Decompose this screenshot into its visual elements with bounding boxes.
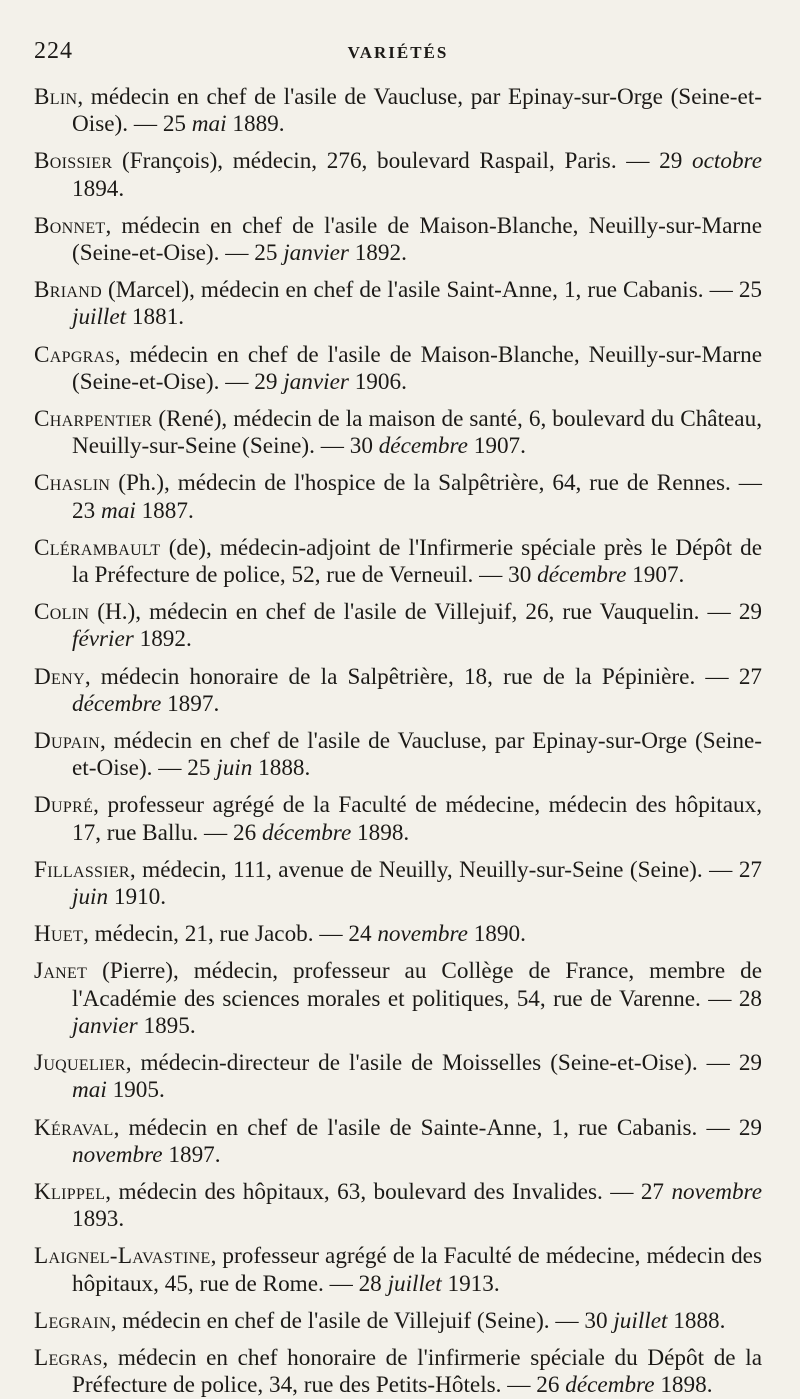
member-details: , médecin, 111, avenue de Neuilly, Neuilly-sur-Seine (Seine). — [129,856,739,883]
list-item [34,728,762,782]
member-details: , médecin, 21, rue Jacob. — [83,921,349,948]
entry-date-month: janvier [283,240,349,267]
entry-date-year: 1881. [131,304,185,331]
entry-date-month: novembre [72,1141,163,1168]
entry-date-month: mai [100,497,136,524]
list-item [34,277,762,331]
member-details: , médecin en chef de l'asile de Vaucluse, par Epinay-sur-Orge (Seine-et-Oise). — [72,84,762,138]
entry-date-year: 1890. [473,921,526,948]
list-item [34,792,762,846]
entry-date-year: 1895. [143,1012,196,1039]
entry-date-day: 25 [738,277,762,304]
list-item [34,857,762,911]
list-item [34,921,762,948]
list-item [34,599,762,653]
member-name: Dupain [34,728,100,755]
list-item [34,1050,762,1104]
list-item [34,1179,762,1233]
member-name: Boissier [34,148,113,175]
entry-date-month: décembre [261,819,352,846]
member-name: Kéraval [34,1114,114,1141]
entry-date-year: 1910. [113,884,167,911]
member-name: Huet [34,921,84,948]
entry-date-year: 1898. [357,819,410,846]
list-item [34,342,762,396]
member-name: Charpentier [34,406,153,433]
list-item [34,84,762,138]
member-details: , médecin-directeur de l'asile de Moisselles (Seine-et-Oise). — [125,1050,739,1077]
member-details: (de), médecin-adjoint de l'Infirmerie spéciale près le Dépôt de la Préfecture de police, 52, rue de Verneuil. — [72,534,762,589]
list-item [34,664,762,718]
entry-date-day: 30 [508,562,532,589]
member-details: (Marcel), médecin en chef de l'asile Saint-Anne, 1, rue Cabanis. — [101,277,739,304]
member-name: Klippel [34,1178,106,1205]
member-details: , professeur agrégé de la Faculté de médecine, médecin des hôpitaux, 45, rue de Rome. — [72,1243,762,1297]
member-details: , médecin en chef de l'asile de Maison-Blanche, Neuilly-sur-Marne (Seine-et-Oise). — [72,212,762,267]
member-details: (H.), médecin en chef de l'asile de Villejuif, 26, rue Vauquelin. — [89,599,739,626]
entry-date-year: 1893. [72,1206,125,1233]
entry-date-day: 29 [738,1050,762,1077]
entry-date-day: 24 [348,921,372,948]
entry-date-month: janvier [283,368,349,395]
member-details: (Pierre), médecin, professeur au Collège de France, membre de l'Académie des sciences morales et politiques, 54, rue de Varenne. — [72,958,762,1012]
entry-date-day: 23 [72,497,96,524]
member-name: Legras [34,1344,103,1371]
list-item [34,1345,762,1399]
entry-date-year: 1892. [354,240,407,267]
entry-date-year: 1888. [673,1307,726,1334]
entry-date-month: novembre [377,921,468,948]
entry-date-month: mai [191,111,227,138]
member-name: Dupré [34,792,94,819]
entry-date-month: mai [72,1077,107,1104]
member-details: , médecin en chef honoraire de l'infirmerie spéciale du Dépôt de la Préfecture de police, 34, rue des Petits-Hôtels. — [72,1344,762,1399]
entry-date-year: 1907. [632,562,685,589]
list-item [34,535,762,589]
entry-date-month: janvier [72,1012,138,1039]
member-name: Juquelier [34,1050,126,1077]
entry-date-month: juillet [72,304,127,331]
member-details: , médecin honoraire de la Salpêtrière, 18, rue de la Pépinière. — [84,663,739,690]
entry-date-month: juillet [387,1270,442,1297]
entry-date-month: décembre [537,562,627,589]
member-name: Deny [34,663,85,690]
member-list [34,84,762,1399]
member-details: , médecin en chef de l'asile de Sainte-Anne, 1, rue Cabanis. — [113,1114,739,1141]
list-item [34,213,762,267]
entry-date-day: 29 [254,368,278,395]
entry-date-day: 25 [254,240,278,267]
entry-date-year: 1894. [72,175,125,202]
entry-date-day: 29 [738,1114,762,1141]
entry-date-day: 27 [738,663,762,690]
list-item [34,470,762,524]
entry-date-month: juin [216,755,253,782]
member-details: , médecin en chef de l'asile de Maison-Blanche, Neuilly-sur-Marne (Seine-et-Oise). — [72,341,762,395]
entry-date-year: 1889. [232,111,285,138]
entry-date-month: juillet [613,1307,668,1334]
member-name: Capgras [34,341,115,368]
entry-date-day: 30 [349,433,373,460]
entry-date-day: 28 [738,985,762,1012]
member-details: , professeur agrégé de la Faculté de médecine, médecin des hôpitaux, 17, rue Ballu. — [72,792,762,846]
list-item [34,406,762,460]
entry-date-year: 1897. [167,690,220,717]
member-details: (Ph.), médecin de l'hospice de la Salpêtrière, 64, rue de Rennes. — [110,470,762,497]
entry-date-year: 1913. [447,1270,500,1297]
entry-date-year: 1888. [258,755,311,782]
entry-date-year: 1892. [139,626,192,653]
list-item [34,1115,762,1169]
entry-date-year: 1905. [112,1077,165,1104]
entry-date-month: décembre [72,690,162,717]
member-name: Colin [34,599,90,626]
entry-date-day: 30 [584,1307,608,1334]
entry-date-year: 1906. [354,368,407,395]
page-number: 224 [34,38,73,64]
entry-date-day: 29 [738,599,762,626]
member-name: Janet [34,958,88,985]
entry-date-year: 1897. [168,1141,221,1168]
entry-date-day: 27 [640,1178,665,1205]
member-name: Fillassier [34,856,130,883]
entry-date-month: décembre [565,1372,655,1399]
entry-date-month: février [72,626,134,653]
member-details: (René), médecin de la maison de santé, 6, boulevard du Château, Neuilly-sur-Seine (Seine). — [72,406,762,460]
entry-date-day: 25 [187,755,211,782]
list-item [34,1243,762,1297]
entry-date-year: 1887. [141,497,194,524]
member-name: Chaslin [34,470,111,497]
entry-date-month: octobre [692,148,763,175]
member-details: (François), médecin, 276, boulevard Raspail, Paris. — [112,148,660,175]
member-details: , médecin en chef de l'asile de Villejuif (Seine). — [110,1307,585,1334]
entry-date-day: 27 [738,856,762,883]
entry-date-day: 28 [358,1270,382,1297]
member-name: Bonnet [34,212,106,239]
list-item [34,958,762,1040]
entry-date-year: 1907. [473,433,526,460]
member-name: Clérambault [34,534,161,561]
member-details: , médecin en chef de l'asile de Vaucluse, par Epinay-sur-Orge (Seine-et-Oise). — [72,728,762,782]
entry-date-day: 25 [162,111,186,138]
list-item [34,1308,762,1335]
member-name: Briand [34,277,102,304]
entry-date-year: 1898. [660,1372,713,1399]
member-name: Legrain [34,1307,111,1334]
entry-date-month: décembre [378,433,468,460]
entry-date-day: 29 [659,148,683,175]
member-name: Laignel-Lavastine [34,1243,211,1270]
member-details: , médecin des hôpitaux, 63, boulevard des Invalides. — [105,1178,641,1205]
list-item [34,148,762,202]
entry-date-month: novembre [671,1178,763,1205]
member-name: Blin [34,84,78,110]
entry-date-day: 26 [233,819,257,846]
running-head [34,38,762,78]
entry-date-month: juin [72,884,109,911]
section-title: VARIÉTÉS [347,43,449,62]
entry-date-day: 26 [536,1372,560,1399]
